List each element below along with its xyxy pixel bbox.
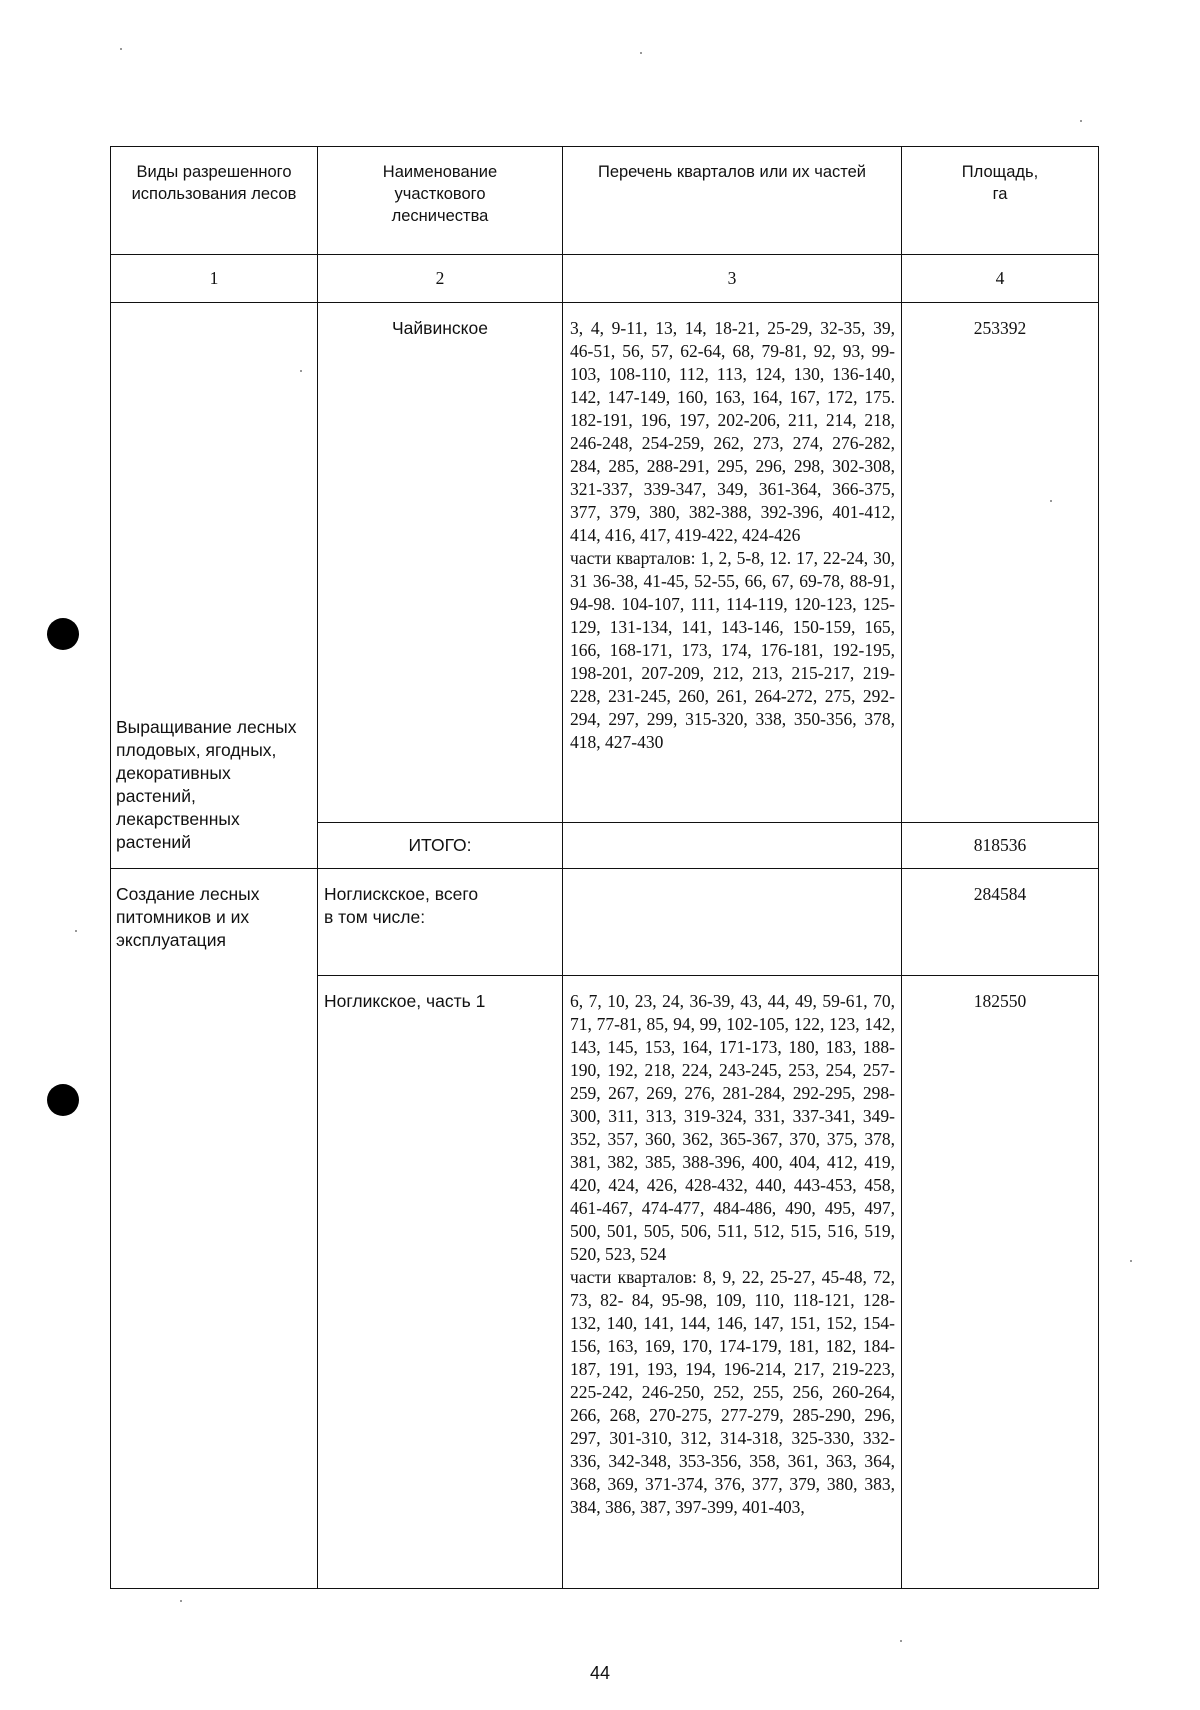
column-number: 3 — [563, 255, 902, 303]
header-cell-use-types: Виды разрешенного использования лесов — [111, 147, 318, 255]
quarters-list: 6, 7, 10, 23, 24, 36-39, 43, 44, 49, 59-61, 70, 71, 77-81, 85, 94, 99, 102-105, 122, 123, 142, 143, 145, 153, 164, 171-173, 180, 183, 188-190, 192, 218, 224, 243-245, 253, 254, 257-259, 267, 269, 276, 281-284, 292-295, 298-300, 311, 313, 319-324, 331, 337-341, 349-352, 357, 360, 362, 365-367, 370, 375, 378, 381, 382, 385, 388-396, 400, 404, 412, 419, 420, 424, 426, 428-432, 440, 443-453, 458, 461-467, 474-477, 484-486, 490, 495, 497, 500, 501, 505, 506, 511, 512, 515, 516, 519, 520, 523, 524 — [570, 991, 895, 1264]
column-number: 2 — [318, 255, 563, 303]
scan-speck — [180, 1600, 182, 1602]
quarters-cell-nogliki-part1 — [563, 976, 902, 1589]
column-number-row — [111, 255, 1099, 303]
scan-speck — [1130, 1260, 1132, 1262]
quarters-cell-nogliki-total — [563, 869, 902, 976]
quarter-parts-list: части кварталов: 8, 9, 22, 25-27, 45-48, 72, 73, 82- 84, 95-98, 109, 110, 118-121, 128-132, 140, 141, 144, 146, 147, 151, 152, 154-156, 163, 169, 170, 174-179, 181, 182, 184-187, 191, 193, 194, 196-214, 217, 219-223, 225-242, 246-250, 252, 255, 256, 260-264, 266, 268, 270-275, 277-279, 285-290, 296, 297, 301-310, 312, 314-318, 325-330, 332-336, 342-348, 353-356, 358, 361, 363, 364, 368, 369, 371-374, 376, 377, 379, 380, 383, 384, 386, 387, 397-399, 401-403, — [570, 1267, 895, 1517]
total-quarters-cell — [563, 823, 902, 869]
forestry-cell-nogliki-total: Ноглискское, всего в том числе: — [318, 869, 563, 976]
forestry-cell-chaivinskoe: Чайвинское — [318, 303, 563, 823]
quarter-parts-list: части кварталов: 1, 2, 5-8, 12. 17, 22-24, 30, 31 36-38, 41-45, 52-55, 66, 67, 69-78, 88-91, 94-98. 104-107, 111, 114-119, 120-123, 125-129, 131-134, 141, 143-146, 150-159, 165, 166, 168-171, 173, 174, 176-181, 192-195, 198-201, 207-209, 212, 213, 215-217, 219-228, 231-245, 260, 261, 264-272, 275, 292-294, 297, 299, 315-320, 338, 350-356, 378, 418, 427-430 — [570, 548, 895, 752]
forestry-cell-nogliki-part1: Ногликское, часть 1 — [318, 976, 563, 1589]
activity-cell-nurseries: Создание лесных питомников и их эксплуатация — [111, 869, 318, 1589]
scan-speck — [120, 48, 122, 50]
table-header-row — [111, 147, 1099, 255]
header-cell-forestry-name: Наименование участкового лесничества — [318, 147, 563, 255]
punch-hole-bottom — [47, 1084, 79, 1116]
scan-speck — [300, 370, 302, 372]
area-cell-nogliki-part1: 182550 — [902, 976, 1099, 1589]
forest-use-table — [110, 146, 1099, 1589]
area-cell-chaivinskoe: 253392 — [902, 303, 1099, 823]
activity-cell-cultivation: Выращивание лесных плодовых, ягодных, декоративных растений, лекарственных растений — [111, 303, 318, 869]
table-row-chaivinskoe — [111, 303, 1099, 823]
column-number: 4 — [902, 255, 1099, 303]
scan-speck — [1080, 120, 1082, 122]
punch-hole-top — [47, 618, 79, 650]
quarters-cell-chaivinskoe — [563, 303, 902, 823]
total-label-cell: ИТОГО: — [318, 823, 563, 869]
scan-speck — [75, 930, 77, 932]
scan-speck — [640, 52, 642, 54]
quarters-list: 3, 4, 9-11, 13, 14, 18-21, 25-29, 32-35, 39, 46-51, 56, 57, 62-64, 68, 79-81, 92, 93, 99-103, 108-110, 112, 113, 124, 130, 136-140, 142, 147-149, 160, 163, 164, 167, 172, 175. 182-191, 196, 197, 202-206, 211, 214, 218, 246-248, 254-259, 262, 273, 274, 276-282, 284, 285, 288-291, 295, 296, 298, 302-308, 321-337, 339-347, 349, 361-364, 366-375, 377, 379, 380, 382-388, 392-396, 401-412, 414, 416, 417, 419-422, 424-426 — [570, 318, 895, 545]
area-cell-nogliki-total: 284584 — [902, 869, 1099, 976]
total-area-cell: 818536 — [902, 823, 1099, 869]
scan-speck — [1050, 500, 1052, 502]
table-row-nogliki-total — [111, 869, 1099, 976]
scan-speck — [900, 1640, 902, 1642]
column-number: 1 — [111, 255, 318, 303]
page-number: 44 — [589, 1663, 611, 1683]
header-cell-quarters-list: Перечень кварталов или их частей — [563, 147, 902, 255]
header-cell-area: Площадь, га — [902, 147, 1099, 255]
